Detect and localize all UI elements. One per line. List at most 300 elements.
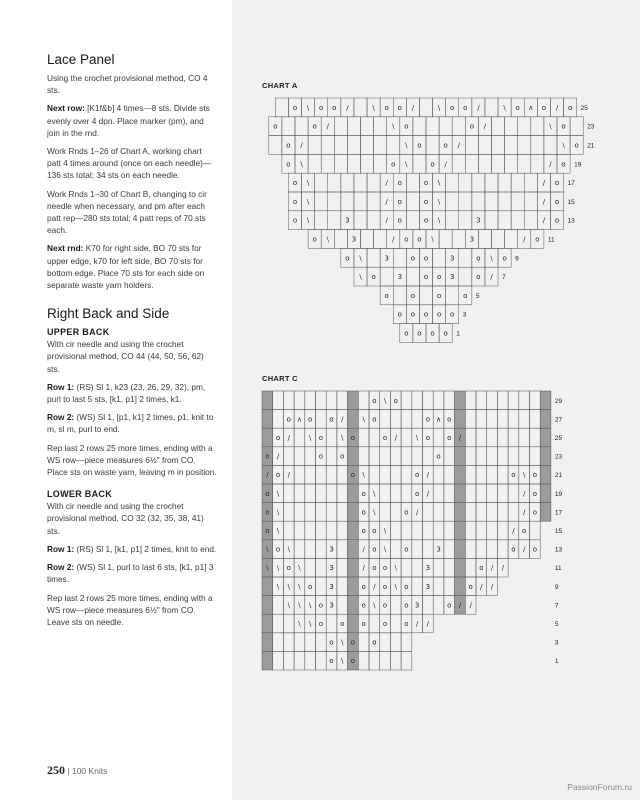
row-number: 21 — [554, 472, 563, 480]
stitch-symbol: \ — [308, 601, 312, 610]
stitch-symbol: o — [292, 197, 298, 206]
row-label: Row 2: — [47, 412, 75, 423]
stitch-symbol: o — [554, 179, 560, 188]
chart-cell — [308, 136, 321, 155]
stitch-symbol: o — [423, 197, 429, 206]
chart-cell — [492, 154, 505, 173]
chart-cell — [380, 447, 391, 466]
row-number: 1 — [554, 658, 559, 666]
chart-cell — [295, 117, 308, 136]
chart-cell — [505, 154, 518, 173]
chart-cell — [367, 192, 380, 211]
stitch-symbol: o — [430, 329, 435, 338]
chart-cell — [341, 173, 354, 192]
chart-cell — [465, 540, 476, 559]
chart-cell — [326, 465, 337, 484]
shaded-cell — [540, 503, 551, 522]
stitch-symbol: o — [371, 273, 376, 282]
shaded-cell — [348, 503, 359, 522]
stitch-symbol: / — [385, 216, 388, 225]
chart-cell — [412, 558, 423, 577]
chart-cell — [387, 136, 400, 155]
chart-cell — [337, 484, 348, 503]
chart-cell — [337, 540, 348, 559]
chart-cell — [283, 391, 294, 410]
chart-cell — [423, 596, 434, 615]
chart-cell — [465, 428, 476, 447]
chart-cell — [316, 633, 327, 652]
chart-cell — [476, 391, 487, 410]
chart-cell — [413, 154, 426, 173]
stitch-symbol: o — [372, 415, 377, 424]
chart-cell — [459, 211, 472, 230]
chart-cell — [367, 248, 380, 267]
shaded-cell — [348, 558, 359, 577]
chart-cell — [444, 447, 455, 466]
chart-cell — [519, 428, 530, 447]
stitch-symbol: 3 — [397, 273, 403, 282]
chart-cell — [326, 614, 337, 633]
chart-cell — [492, 230, 505, 249]
stitch-symbol: o — [469, 122, 474, 131]
chart-cell — [465, 558, 476, 577]
chart-cell — [316, 503, 327, 522]
chart-cell — [305, 558, 316, 577]
stitch-symbol: o — [372, 564, 377, 573]
paragraph — [47, 381, 217, 405]
chart-cell — [390, 614, 401, 633]
stitch-symbol: o — [443, 141, 448, 150]
chart-cell — [459, 173, 472, 192]
chart-cell — [433, 558, 444, 577]
stitch-symbol: o — [372, 527, 377, 535]
shaded-cell — [348, 540, 359, 559]
chart-cell — [444, 484, 455, 503]
chart-cell — [354, 98, 367, 117]
paragraph: Work Rnds 1–30 of Chart B, changing to cir needle when necessary, and pm after each patt rep—280 sts total; 4 patt reps of 70 sts each. — [47, 188, 207, 236]
shaded-cell — [262, 596, 273, 615]
chart-cell — [334, 117, 347, 136]
chart-cell — [347, 136, 360, 155]
chart-cell — [305, 521, 316, 540]
stitch-symbol: o — [286, 564, 291, 573]
stitch-symbol: \ — [306, 216, 310, 225]
stitch-symbol: \ — [287, 545, 290, 554]
chart-cell — [465, 484, 476, 503]
chart-cell — [508, 503, 519, 522]
chart-cell — [452, 117, 465, 136]
chart-cell — [444, 465, 455, 484]
chart-cell — [485, 98, 498, 117]
shaded-cell — [540, 484, 551, 503]
paragraph — [47, 411, 217, 435]
chart-cell — [433, 391, 444, 410]
stitch-symbol: \ — [383, 527, 387, 535]
stitch-symbol: \ — [431, 235, 434, 244]
chart-cell — [406, 211, 419, 230]
stitch-symbol: 3 — [449, 254, 455, 263]
chart-cell — [478, 136, 491, 155]
stitch-symbol: / — [287, 434, 290, 442]
row-number: 25 — [580, 104, 588, 112]
stitch-symbol: o — [443, 329, 448, 338]
stitch-symbol: o — [361, 508, 366, 517]
stitch-symbol: ∧ — [528, 103, 534, 112]
chart-cell — [326, 447, 337, 466]
stitch-symbol: \ — [308, 620, 312, 628]
shaded-cell — [540, 391, 551, 410]
chart-cell — [433, 503, 444, 522]
stitch-symbol: o — [515, 103, 520, 112]
shaded-cell — [348, 577, 359, 596]
paragraph-text: (WS) Sl 1, [p1, k1] 2 times, p1, knit to m, sl m, purl to end. — [47, 412, 214, 435]
stitch-symbol: \ — [362, 471, 365, 480]
row-number: 17 — [554, 509, 563, 517]
chart-cell — [316, 391, 327, 410]
stitch-symbol: o — [318, 601, 323, 610]
chart-cell — [354, 173, 367, 192]
chart-cell — [294, 521, 305, 540]
chart-cell — [374, 230, 387, 249]
chart-cell — [476, 410, 487, 429]
shaded-cell — [540, 410, 551, 429]
chart-cell — [282, 117, 295, 136]
chart-cell — [283, 503, 294, 522]
chart-cell — [476, 540, 487, 559]
paragraph-text: (RS) Sl 1, [k1, p1] 2 times, knit to end. — [76, 543, 217, 554]
stitch-symbol: / — [458, 601, 462, 610]
chart-cell — [337, 521, 348, 540]
page-footer — [47, 763, 107, 778]
chart-cell — [531, 117, 544, 136]
stitch-symbol: o — [318, 620, 323, 628]
chart-cell — [444, 577, 455, 596]
stitch-symbol: / — [385, 197, 388, 206]
row-label: Next rnd: — [47, 243, 84, 254]
row-number: 11 — [554, 565, 562, 573]
stitch-symbol: / — [480, 582, 483, 591]
stitch-symbol: / — [394, 434, 397, 442]
row-number: 23 — [587, 123, 595, 131]
chart-cell — [369, 447, 380, 466]
chart-cell — [476, 428, 487, 447]
stitch-symbol: o — [436, 273, 442, 282]
row-number: 19 — [574, 161, 582, 169]
chart-cell — [492, 117, 505, 136]
chart-cell — [406, 173, 419, 192]
shaded-cell — [455, 558, 466, 577]
paragraph — [47, 561, 217, 585]
stitch-symbol: \ — [373, 489, 376, 498]
chart-cell — [316, 577, 327, 596]
chart-cell — [269, 136, 282, 155]
chart-cell — [419, 98, 432, 117]
stitch-symbol: \ — [359, 254, 362, 263]
chart-cell — [358, 391, 369, 410]
chart-cell — [380, 465, 391, 484]
chart-cell — [487, 391, 498, 410]
chart-cell — [390, 540, 401, 559]
stitch-symbol: o — [340, 620, 345, 628]
chart-cell — [511, 211, 524, 230]
chart-cell — [328, 211, 341, 230]
chart-cell — [444, 391, 455, 410]
chart-cell — [341, 192, 354, 211]
row-number: 9 — [515, 255, 519, 263]
chart-cell — [337, 558, 348, 577]
chart-cell — [380, 484, 391, 503]
chart-cell — [361, 136, 374, 155]
stitch-symbol: o — [479, 564, 484, 573]
chart-cell — [487, 447, 498, 466]
shaded-cell — [348, 391, 359, 410]
stitch-symbol: / — [444, 160, 447, 169]
row-label: Next row: — [47, 103, 85, 114]
stitch-symbol: o — [361, 527, 366, 535]
chart-cell — [305, 503, 316, 522]
chart-cell — [401, 558, 412, 577]
stitch-symbol: \ — [373, 601, 376, 610]
stitch-symbol: / — [326, 122, 329, 131]
stitch-symbol: o — [372, 545, 377, 554]
chart-cell — [519, 391, 530, 410]
chart-cell — [459, 267, 472, 286]
stitch-symbol: o — [286, 415, 291, 424]
stitch-symbol: o — [447, 415, 452, 424]
chart-cell — [485, 192, 498, 211]
chart-cell — [465, 410, 476, 429]
chart-cell — [433, 484, 444, 503]
chart-cell — [518, 154, 531, 173]
chart-cell — [316, 540, 327, 559]
chart-cell — [337, 503, 348, 522]
stitch-symbol: 3 — [351, 235, 357, 244]
shaded-cell — [455, 447, 466, 466]
stitch-symbol: \ — [562, 141, 565, 150]
chart-cell — [326, 521, 337, 540]
paragraph-text: (RS) Sl 1, k23 (23, 26, 29, 32), pm, purl to last 5 sts, [k1, p1] 2 times, k1. — [47, 381, 206, 405]
chart-cell — [476, 447, 487, 466]
chart-cell — [294, 651, 305, 670]
chart-cell — [412, 521, 423, 540]
chart-cell — [544, 136, 557, 155]
stitch-symbol: o — [404, 582, 409, 591]
chart-cell — [511, 173, 524, 192]
stitch-symbol: \ — [341, 657, 344, 666]
stitch-symbol: \ — [362, 415, 365, 424]
stitch-symbol: / — [362, 545, 365, 554]
stitch-symbol: o — [391, 160, 396, 169]
stitch-symbol: \ — [306, 103, 310, 112]
paragraph — [47, 242, 217, 291]
chart-cell — [401, 484, 412, 503]
chart-cell — [426, 117, 439, 136]
stitch-symbol: o — [265, 508, 270, 517]
stitch-symbol: o — [286, 160, 291, 169]
chart-cell — [305, 540, 316, 559]
chart-cell — [508, 428, 519, 447]
chart-cell — [273, 391, 284, 410]
stitch-symbol: o — [447, 601, 452, 610]
stitch-symbol: \ — [549, 122, 552, 131]
chart-cell — [390, 596, 401, 615]
chart-cell — [321, 136, 334, 155]
chart-cell — [294, 391, 305, 410]
row-number: 3 — [554, 639, 559, 647]
chart-cell — [334, 230, 347, 249]
chart-cell — [358, 428, 369, 447]
chart-cell — [497, 540, 508, 559]
paragraph: With cir needle and using the crochet provisional method, CO 44 (44, 50, 56, 62) sts. — [47, 339, 204, 374]
stitch-symbol: o — [292, 103, 298, 112]
row-number: 13 — [567, 217, 575, 225]
row-number: 3 — [462, 311, 467, 319]
stitch-symbol: / — [373, 582, 376, 591]
chart-cell — [465, 465, 476, 484]
stitch-symbol: / — [300, 141, 303, 150]
chart-cell — [361, 117, 374, 136]
paragraph-text: (WS) Sl 1, purl to last 6 sts, [k1, p1] 3 times. — [47, 562, 214, 585]
row-number: 7 — [554, 602, 559, 610]
row-number: 15 — [554, 528, 563, 535]
chart-cell — [439, 117, 452, 136]
chart-cell — [380, 633, 391, 652]
chart-cell — [485, 173, 498, 192]
stitch-symbol: o — [382, 582, 388, 591]
shaded-cell — [540, 465, 551, 484]
stitch-symbol: o — [554, 197, 560, 206]
stitch-symbol: o — [423, 179, 429, 188]
chart-cell — [426, 136, 439, 155]
row-number: 25 — [554, 435, 563, 442]
stitch-symbol: \ — [383, 545, 387, 554]
chart-cell — [498, 192, 511, 211]
stitch-symbol: o — [273, 122, 278, 131]
chart-cell — [446, 173, 459, 192]
chart-cell — [316, 521, 327, 540]
stitch-symbol: o — [511, 471, 516, 480]
stitch-symbol: \ — [266, 564, 269, 573]
chart-cell — [334, 154, 347, 173]
stitch-symbol: \ — [437, 103, 441, 112]
stitch-symbol: \ — [437, 216, 441, 225]
chart-cell — [283, 614, 294, 633]
stitch-symbol: o — [319, 103, 324, 112]
stitch-symbol: / — [490, 582, 494, 591]
chart-cell — [465, 447, 476, 466]
stitch-symbol: 3 — [384, 254, 389, 263]
stitch-symbol: / — [457, 141, 460, 150]
chart-cell — [390, 633, 401, 652]
stitch-symbol: \ — [341, 638, 344, 647]
chart-cell — [476, 521, 487, 540]
chart-cell — [390, 521, 401, 540]
row-label: Row 2: — [47, 562, 75, 573]
chart-cell — [423, 521, 434, 540]
chart-cell — [497, 391, 508, 410]
stitch-symbol: o — [361, 620, 366, 628]
chart-cell — [369, 465, 380, 484]
stitch-symbol: o — [345, 254, 350, 263]
chart-cell — [472, 173, 485, 192]
stitch-symbol: 3 — [329, 582, 334, 591]
stitch-symbol: o — [350, 471, 356, 480]
chart-cell — [283, 521, 294, 540]
stitch-symbol: o — [382, 620, 388, 628]
chart-c-grid — [262, 391, 602, 681]
shaded-cell — [348, 447, 359, 466]
chart-cell — [337, 465, 348, 484]
shaded-cell — [348, 521, 359, 540]
chart-cell — [367, 211, 380, 230]
chart-cell — [524, 192, 537, 211]
chart-cell — [433, 596, 444, 615]
chart-cell — [406, 267, 419, 286]
stitch-symbol: o — [308, 415, 313, 424]
chart-cell — [478, 230, 491, 249]
shaded-cell — [455, 577, 466, 596]
chart-cell — [511, 192, 524, 211]
stitch-symbol: o — [468, 582, 473, 591]
stitch-symbol: / — [490, 273, 493, 282]
stitch-symbol: o — [561, 160, 566, 169]
stitch-symbol: \ — [276, 564, 280, 573]
chart-cell — [485, 211, 498, 230]
stitch-symbol: 3 — [469, 235, 475, 244]
chart-cell — [316, 558, 327, 577]
chart-cell — [273, 633, 284, 652]
stitch-symbol: / — [523, 235, 526, 244]
chart-cell — [305, 465, 316, 484]
chart-cell — [316, 484, 327, 503]
chart-cell — [401, 521, 412, 540]
chart-cell — [412, 447, 423, 466]
chart-cell — [273, 651, 284, 670]
stitch-symbol: o — [476, 273, 481, 282]
chart-cell — [316, 651, 327, 670]
chart-cell — [374, 136, 387, 155]
stitch-symbol: \ — [490, 254, 493, 263]
stitch-symbol: o — [561, 122, 566, 131]
stitch-symbol: o — [450, 103, 455, 112]
stitch-symbol: 3 — [329, 564, 334, 573]
stitch-symbol: o — [308, 582, 313, 591]
row-number: 19 — [554, 490, 563, 498]
chart-cell — [326, 503, 337, 522]
stitch-symbol: o — [463, 103, 468, 112]
chart-cell — [390, 410, 401, 429]
chart-cell — [305, 484, 316, 503]
stitch-symbol: o — [522, 527, 527, 535]
row-number: 17 — [567, 180, 575, 188]
stitch-symbol: o — [532, 545, 537, 554]
chart-cell — [487, 465, 498, 484]
stitch-symbol: o — [532, 508, 537, 517]
chart-cell — [337, 391, 348, 410]
chart-cell — [531, 136, 544, 155]
chart-cell — [347, 117, 360, 136]
stitch-symbol: o — [361, 489, 366, 498]
stitch-symbol: / — [542, 197, 546, 206]
stitch-symbol: 3 — [436, 545, 441, 554]
stitch-symbol: / — [542, 179, 546, 188]
stitch-symbol: o — [436, 452, 441, 461]
chart-cell — [326, 484, 337, 503]
stitch-symbol: o — [397, 216, 402, 225]
stitch-symbol: \ — [276, 527, 280, 535]
stitch-symbol: o — [415, 471, 420, 480]
row-label: Row 1: — [47, 381, 75, 392]
